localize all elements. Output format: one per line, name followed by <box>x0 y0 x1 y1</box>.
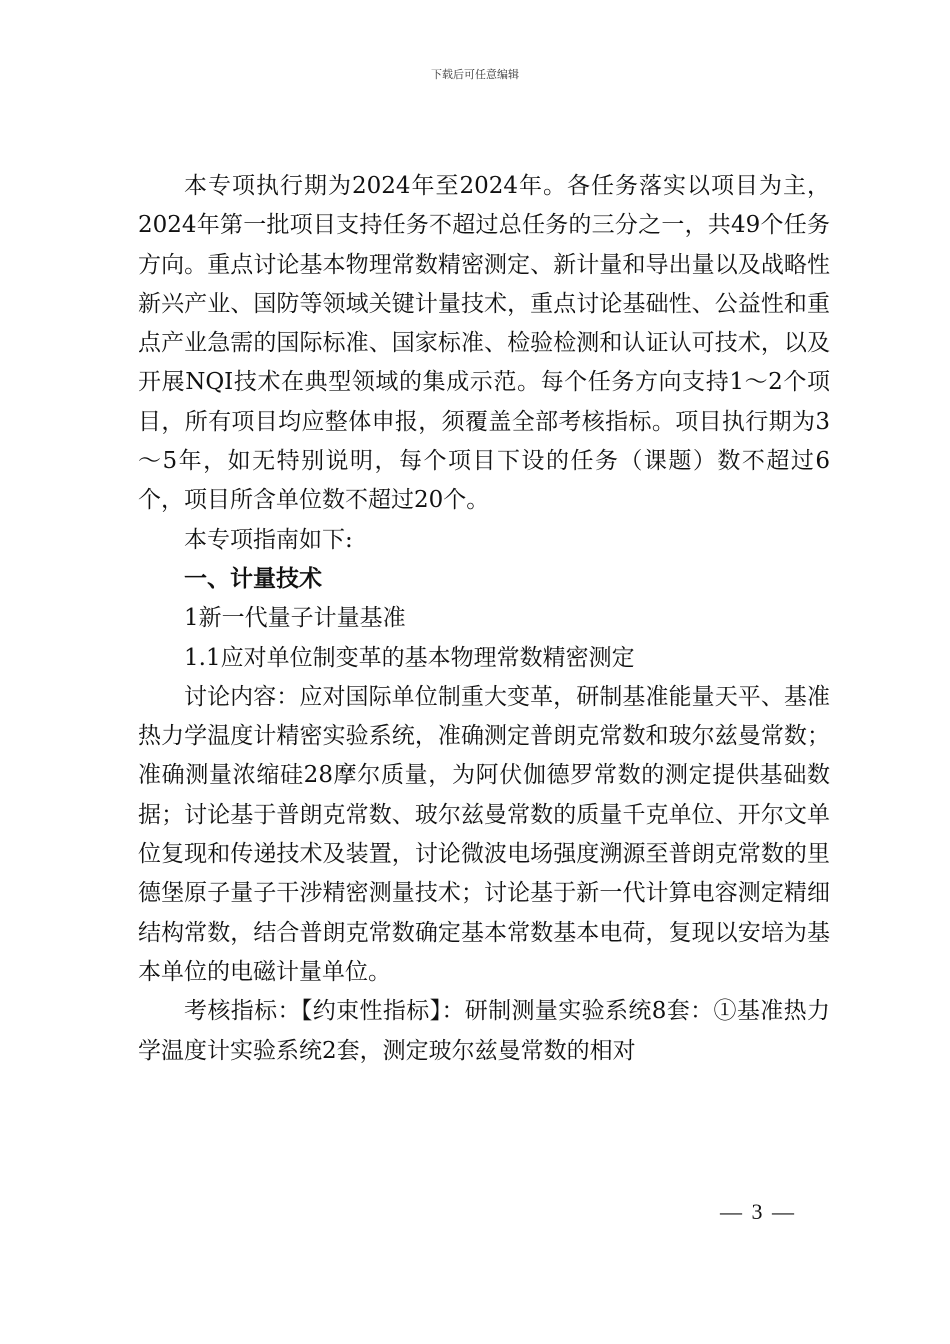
section-heading-metrology: 一、计量技术 <box>184 565 322 592</box>
paragraph-intro: 本专项执行期为2024年至2024年。各任务落实以项目为主，2024年第一批项目支持任务不超过总任务的三分之一，共49个任务方向。重点讨论基本物理常数精密测定、新计量和导出量以及战略性新兴产业、国防等领域关键计量技术，重点讨论基础性、公益性和重点产业急需的国际标准、国家标准、检验检测和认证认可技术，以及开展NQI技术在典型领域的集成示范。每个任务方向支持1～2个项目，所有项目均应整体申报，须覆盖全部考核指标。项目执行期为3～5年，如无特别说明，每个项目下设的任务（课题）数不超过6个，项目所含单位数不超过20个。 <box>138 173 830 514</box>
subsection-heading-constants: 1.1应对单位制变革的基本物理常数精密测定 <box>184 644 635 671</box>
page-number: — 3 — <box>720 1199 796 1224</box>
document-body <box>138 167 830 1071</box>
subsection-heading-quantum: 1新一代量子计量基准 <box>184 605 406 632</box>
page-header: 下载后可任意编辑 <box>431 68 519 81</box>
paragraph-discussion: 讨论内容：应对国际单位制重大变革，研制基准能量天平、基准热力学温度计精密实验系统，准确测定普朗克常数和玻尔兹曼常数；准确测量浓缩硅28摩尔质量，为阿伏伽德罗常数的测定提供基础数据；讨论基于普朗克常数、玻尔兹曼常数的质量千克单位、开尔文单位复现和传递技术及装置，讨论微波电场强度溯源至普朗克常数的里德堡原子量子干涉精密测量技术；讨论基于新一代计算电容测定精细结构常数，结合普朗克常数确定基本常数基本电荷，复现以安培为基本单位的电磁计量单位。 <box>138 683 830 985</box>
paragraph-guide-intro: 本专项指南如下: <box>184 526 353 553</box>
paragraph-indicators: 考核指标：【约束性指标】：研制测量实验系统8套：①基准热力学温度计实验系统2套，测定玻尔兹曼常数的相对 <box>138 998 830 1064</box>
